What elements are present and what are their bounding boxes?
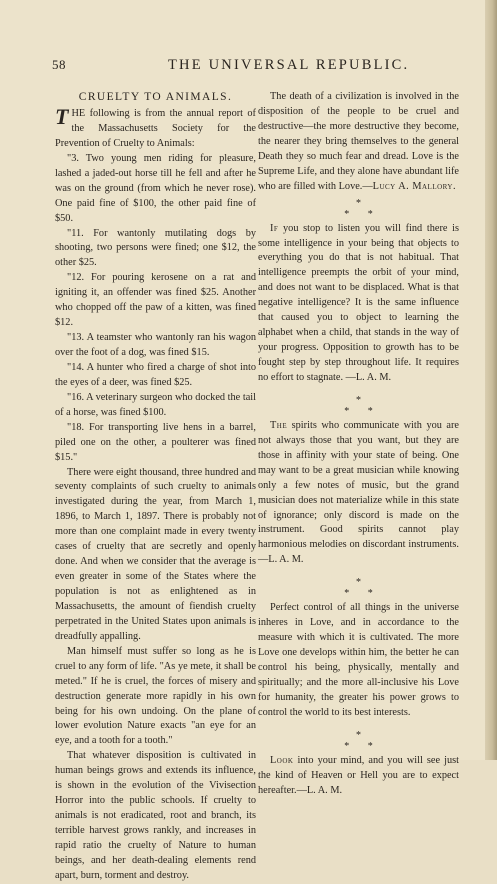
essay-paragraph-5: Look into your mind, and you will see just the kind of Heaven or Hell you are to expect hereafter.—L. A. M.: [258, 754, 459, 796]
left-column: [55, 90, 256, 884]
asterism-divider: * * *: [344, 577, 381, 600]
case-paragraph: "18. For transporting live hens in a barrel, piled one on the other, a poulterer was fined $15.": [55, 421, 256, 463]
essay-paragraph-4: Perfect control of all things in the universe inheres in Love, and in accordance to the measure with which it is cultivated. The more Love one develops within him, the better he can control his being, physically, mentally and spiritually; and the more all-inclusive his Love for humanity, the greater his power grows to control the world to its best interests.: [258, 602, 459, 718]
asterism-divider: * * *: [344, 197, 381, 220]
running-title: THE UNIVERSAL REPUBLIC.: [168, 57, 410, 73]
right-column: [258, 90, 459, 799]
page-edge: [485, 0, 497, 760]
drop-cap: T: [55, 104, 69, 129]
case-paragraph: "13. A teamster who wantonly ran his wagon over the foot of a dog, was fined $15.: [55, 332, 256, 358]
asterism-divider: * * *: [344, 394, 381, 417]
case-paragraph: "11. For wantonly mutilating dogs by shooting, two persons were fined; one $12, the other $25.: [55, 227, 256, 269]
signature: Lucy A. Mallory.: [372, 180, 457, 192]
case-paragraph: "14. A hunter who fired a charge of shot into the eyes of a deer, was fined $25.: [55, 361, 256, 388]
body-paragraph: That whatever disposition is cultivated in human beings grows and extends its influence, is shown in the evolution of the Vivisection Horror into the public schools. If cruelty to animals is not eradicated, root and branch, its terrible harvest grows rankly, and increases in rapid ratio the cruelty of Nature to human beings, and her death-dealing elements rend apart, burn, torment and destroy.: [55, 750, 256, 881]
body-paragraph: There were eight thousand, three hundred and seventy complaints of such cruelty to animals investigated during the year, from March 1, 1896, to March 1, 1897. There is probably not more than one complaint made in every twenty cases of cruelty that are secretly and openly done. And when we consider that the average is even greater in some of the States where the population is not as enlightened as in Massachusetts, the amount of fiendish cruelty perpetrated in the United States upon animals is dreadfully appalling.: [55, 466, 256, 642]
essay-paragraph-2: If you stop to listen you will find there is some intelligence in your being that objects to everything you do that is not habitual. That intelligence preempts the orbit of your mind, and does not want to be displaced. What is that negative intelligence? It is the same influence that caused you to object to learning the alphabet when a child, that stands in the way of your progress. Opposition to growth has to be fought step by step throughout life. It requires no effort to stagnate. —L. A. M.: [258, 222, 459, 383]
page-number: 58: [52, 57, 66, 72]
essay-paragraph-3: The spirits who communicate with you are not always those that you want, but they are those in affinity with your state of being. One may want to be a great musician while knowing only a few notes of music, but the grand musician does not materialize while in this state of ignorance; only discord is made on the instrument. Good spirits cannot play harmonious melodies on discordant instruments.—L. A. M.: [258, 419, 459, 566]
asterism-divider: * * *: [344, 729, 381, 752]
body-paragraph: Man himself must suffer so long as he is cruel to any form of life. "As ye mete, it shall be meted." If he is cruel, the forces of misery and destruction generate more rapidly in his own being for his own undoing. On the plane of lower evolution Nature exacts "an eye for an eye, and a tooth for a tooth.": [55, 645, 256, 747]
case-paragraph: "3. Two young men riding for pleasure, lashed a jaded-out horse till he fell and after he was on the ground (from which he never rose). One paid fine of $100, the other paid fine of $50.: [55, 152, 256, 224]
page-header: [50, 57, 470, 75]
intro-paragraph: THE following is from the annual report of the Massachusetts Society for the Prevention of Cruelty to Animals:: [55, 104, 256, 149]
article-title: CRUELTY TO ANIMALS.: [78, 91, 233, 103]
case-paragraph: "16. A veterinary surgeon who docked the tail of a horse, was fined $100.: [55, 391, 256, 418]
case-paragraph: "12. For pouring kerosene on a rat and igniting it, an offender was fined $25. Another who chopped off the paw of a kitten, was fined $12.: [55, 272, 256, 329]
essay-paragraph-1: The death of a civilization is involved in the disposition of the people to be cruel and destructive—the more destructive they become, the nearer they bring themselves to the general Death they so much fear and dread. Love is the Supreme Life, and they alone have abundant life who are filled with Love.—Lucy A. Mallory.: [258, 91, 459, 192]
